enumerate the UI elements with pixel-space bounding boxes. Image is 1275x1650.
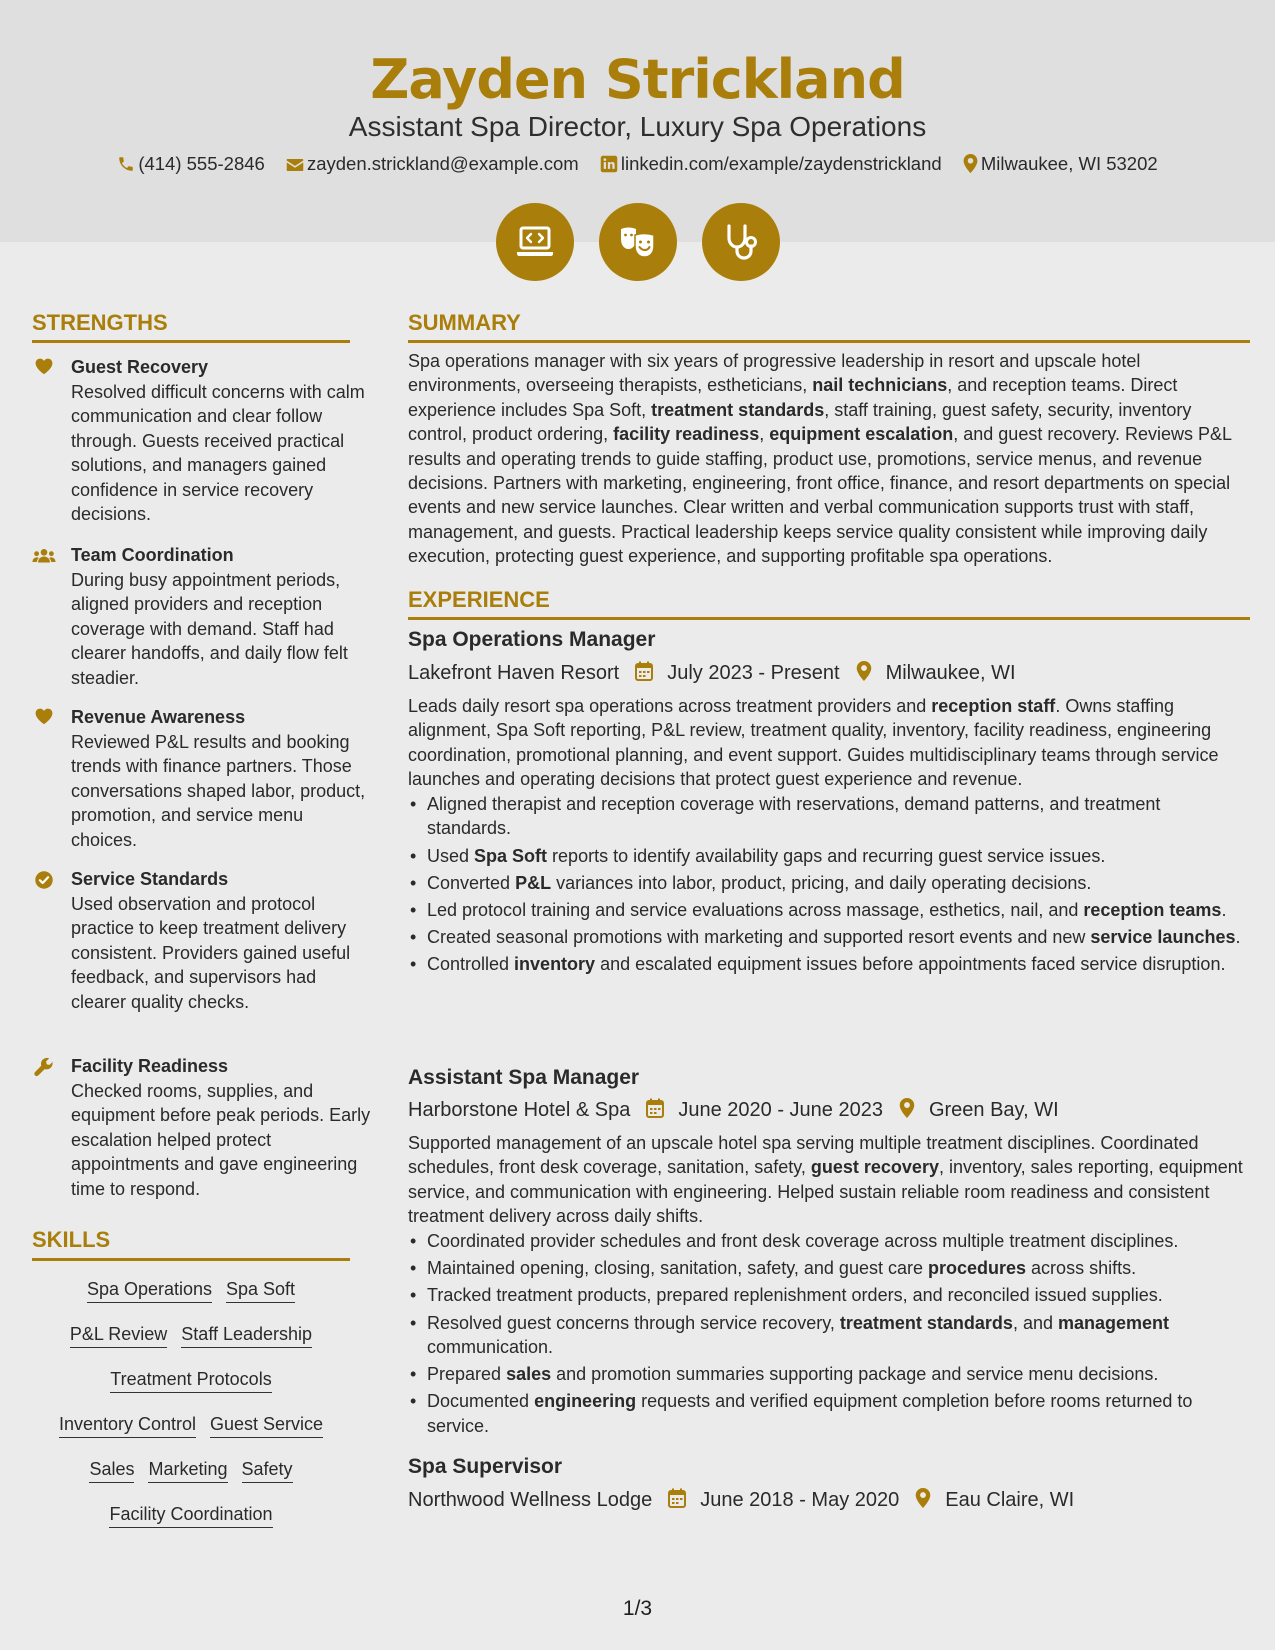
job-dates: June 2018 - May 2020 xyxy=(700,1488,900,1511)
text-run: Tracked treatment products, prepared replenishment orders, and reconciled issued supplies. xyxy=(427,1285,1163,1306)
bullet-item xyxy=(408,844,1248,868)
job-location: Green Bay, WI xyxy=(928,1098,1059,1121)
job-company: Harborstone Hotel & Spa xyxy=(408,1098,631,1121)
wrench-icon xyxy=(32,1056,56,1078)
phone-text: (414) 555-2846 xyxy=(138,153,265,174)
job-meta xyxy=(408,1096,1059,1123)
calendar-icon xyxy=(646,1098,664,1118)
map-pin-icon xyxy=(899,1098,915,1118)
job-meta xyxy=(408,1486,1074,1513)
stethoscope-badge xyxy=(702,203,780,281)
strength-item xyxy=(32,867,362,1037)
text-run: , and guest recovery. Reviews P&L results and operating trends to guide staffing, product use, promotions, service menus, and revenue decisions. Partners with marketing, engineering, front office, finance, and resort departments on special events and new service launches. Clear written and verbal communication supports trust with staff, management, and guests. Practical leadership keeps service quality consistent while improving daily execution, protecting guest experience, and supporting profitable spa operations. xyxy=(408,424,1232,567)
heart-icon xyxy=(32,707,56,729)
candidate-name: Zayden Strickland xyxy=(370,48,905,111)
strength-item xyxy=(32,543,362,693)
bullet-item xyxy=(408,1389,1248,1438)
strength-text: Reviewed P&L results and booking trends with finance partners. Those conversations shaped labor, product, promotion, and service menu choices. xyxy=(71,732,366,850)
text-run: , xyxy=(759,424,770,445)
skills-rule xyxy=(32,1258,350,1261)
bullet-item xyxy=(408,871,1248,895)
theater-masks-icon xyxy=(618,225,658,259)
job-title: Spa Operations Manager xyxy=(408,628,656,651)
text-run: Spa operations manager with six years of progressive leadership in resort and upscale hotel environments, overseeing therapists, estheticians, xyxy=(408,351,1141,396)
contact-bar xyxy=(0,152,1275,176)
text-run: . xyxy=(1221,900,1227,921)
bullet-item xyxy=(408,898,1248,922)
linkedin-text: linkedin.com/example/zaydenstrickland xyxy=(620,153,942,174)
emphasis-text: sales xyxy=(506,1364,552,1385)
emphasis-text: equipment escalation xyxy=(769,424,954,445)
text-run: , and xyxy=(1012,1312,1058,1333)
skills-row xyxy=(32,1277,350,1303)
skills-row xyxy=(32,1412,350,1438)
calendar-icon xyxy=(635,661,653,681)
job-bullets xyxy=(408,792,1248,980)
emphasis-text: engineering xyxy=(534,1391,637,1412)
text-run: Supported management of an upscale hotel spa serving multiple treatment disciplines. Coordinated schedules, front desk coverage, sanitation, safety, xyxy=(408,1133,1199,1178)
text-run: reports to identify availability gaps and recurring guest service issues. xyxy=(547,845,1106,866)
skill-tag: Safety xyxy=(242,1457,293,1483)
emphasis-text: reception staff xyxy=(931,696,1056,716)
job-location: Milwaukee, WI xyxy=(885,661,1016,684)
emphasis-text: inventory xyxy=(514,954,596,975)
text-run: Used xyxy=(427,845,475,866)
text-run: Controlled xyxy=(427,954,515,975)
skill-tag: Staff Leadership xyxy=(181,1322,312,1348)
skill-tag: Guest Service xyxy=(210,1412,323,1438)
text-run: communication. xyxy=(427,1337,554,1358)
skill-tag: Facility Coordination xyxy=(109,1502,272,1528)
emphasis-text: management xyxy=(1057,1312,1170,1333)
emphasis-text: service launches xyxy=(1090,927,1236,948)
users-icon xyxy=(32,545,56,567)
text-run: Documented xyxy=(427,1391,535,1412)
map-pin-icon xyxy=(856,661,872,681)
linkedin-icon xyxy=(600,155,618,173)
skills-row xyxy=(32,1457,350,1483)
text-run: , inventory, sales reporting, equipment service, and communication with engineering. Helped sustain reliable room readiness and consistent treatment delivery across daily shifts. xyxy=(408,1157,1243,1227)
text-run: variances into labor, product, pricing, and daily operating decisions. xyxy=(551,872,1092,893)
text-run: Prepared xyxy=(427,1364,507,1385)
skills-row xyxy=(32,1502,350,1528)
job-location: Eau Claire, WI xyxy=(945,1488,1075,1511)
theater-masks-badge xyxy=(599,203,677,281)
experience-heading: EXPERIENCE xyxy=(408,587,550,612)
skills-row xyxy=(32,1367,350,1393)
text-run: Led protocol training and service evaluations across massage, esthetics, nail, and xyxy=(427,900,1084,921)
job-title: Assistant Spa Manager xyxy=(408,1066,640,1089)
skill-tag: Spa Operations xyxy=(87,1277,212,1303)
strength-item xyxy=(32,1054,371,1204)
bullet-item xyxy=(408,952,1248,976)
job-company: Lakefront Haven Resort xyxy=(408,661,620,684)
text-run: . xyxy=(1235,927,1241,948)
candidate-title: Assistant Spa Director, Luxury Spa Operations xyxy=(348,111,927,142)
strength-title: Guest Recovery xyxy=(71,357,209,377)
job-meta xyxy=(408,659,1016,686)
strength-item xyxy=(32,355,365,525)
phone-icon xyxy=(117,155,135,173)
text-run: Aligned therapist and reception coverage with reservations, demand patterns, and treatment standards. xyxy=(427,794,1161,839)
skill-tag: Marketing xyxy=(148,1457,227,1483)
interest-badges xyxy=(0,203,1275,281)
bullet-item xyxy=(408,1256,1248,1280)
text-run: , staff training, guest safety, security, inventory control, product ordering, xyxy=(408,399,1192,445)
location-text: Milwaukee, WI 53202 xyxy=(980,153,1158,174)
emphasis-text: procedures xyxy=(928,1258,1027,1279)
job-description xyxy=(408,1131,1248,1229)
skill-tag: Spa Soft xyxy=(226,1277,295,1303)
emphasis-text: treatment standards xyxy=(651,399,825,420)
page-number: 1/3 xyxy=(622,1597,653,1620)
heart-icon xyxy=(32,357,56,379)
bullet-item xyxy=(408,1283,1248,1307)
bullet-item xyxy=(408,1229,1248,1253)
check-circle-icon xyxy=(32,869,56,891)
strength-title: Service Standards xyxy=(71,869,229,889)
emphasis-text: reception teams xyxy=(1083,900,1222,921)
job-title: Spa Supervisor xyxy=(408,1455,563,1478)
bullet-item xyxy=(408,1362,1248,1386)
skills-row xyxy=(32,1322,350,1348)
strength-text: Checked rooms, supplies, and equipment before peak periods. Early escalation helped protect appointments and gave engineering time to respond. xyxy=(71,1081,371,1199)
emphasis-text: Spa Soft xyxy=(474,845,548,866)
map-pin-icon xyxy=(915,1488,931,1508)
text-run: , and reception teams. Direct experience includes Spa Soft, xyxy=(408,375,1178,420)
skills-heading: SKILLS xyxy=(32,1227,111,1252)
laptop-code-badge xyxy=(496,203,574,281)
text-run: requests and verified equipment completion before rooms returned to service. xyxy=(427,1391,1193,1436)
text-run: Maintained opening, closing, sanitation, safety, and guest care xyxy=(427,1258,928,1279)
experience-rule xyxy=(408,617,1250,620)
contact-location xyxy=(963,152,1158,176)
email-text: zayden.strickland@example.com xyxy=(306,153,579,174)
skill-tag: Inventory Control xyxy=(59,1412,196,1438)
emphasis-text: P&L xyxy=(515,872,552,893)
bullet-item xyxy=(408,792,1248,841)
text-run: Coordinated provider schedules and front desk coverage across multiple treatment disciplines. xyxy=(427,1231,1179,1251)
emphasis-text: nail technicians xyxy=(812,375,948,396)
bullet-item xyxy=(408,925,1248,949)
emphasis-text: facility readiness xyxy=(613,424,760,445)
strength-text: Used observation and protocol practice to keep treatment delivery consistent. Providers gained useful feedback, and supervisors had clearer quality checks. xyxy=(71,894,351,1012)
emphasis-text: guest recovery xyxy=(810,1157,939,1178)
job-dates: June 2020 - June 2023 xyxy=(678,1098,883,1121)
skill-tag: Sales xyxy=(89,1457,134,1483)
text-run: Resolved guest concerns through service recovery, xyxy=(427,1312,840,1333)
map-pin-icon xyxy=(963,154,978,173)
strengths-heading: STRENGTHS xyxy=(32,310,168,335)
text-run: across shifts. xyxy=(1026,1258,1137,1279)
job-description xyxy=(408,694,1248,792)
strengths-rule xyxy=(32,340,350,343)
job-company: Northwood Wellness Lodge xyxy=(408,1488,653,1511)
stethoscope-icon xyxy=(723,223,759,261)
strength-title: Facility Readiness xyxy=(71,1056,229,1076)
summary-heading: SUMMARY xyxy=(408,310,521,335)
text-run: Created seasonal promotions with marketing and supported resort events and new xyxy=(427,927,1091,948)
laptop-code-icon xyxy=(516,225,554,259)
job-bullets xyxy=(408,1229,1248,1441)
text-run: and escalated equipment issues before appointments faced service disruption. xyxy=(595,954,1226,975)
strength-item xyxy=(32,705,366,855)
strength-title: Team Coordination xyxy=(71,545,234,565)
text-run: Leads daily resort spa operations across treatment providers and xyxy=(408,696,932,716)
job-dates: July 2023 - Present xyxy=(667,661,840,684)
text-run: and promotion summaries supporting package and service menu decisions. xyxy=(551,1364,1159,1385)
strength-title: Revenue Awareness xyxy=(71,707,246,727)
contact-email[interactable] xyxy=(286,152,579,176)
text-run: Converted xyxy=(427,872,516,893)
strength-text: During busy appointment periods, aligned providers and reception coverage with demand. Staff had clearer handoffs, and daily flow felt steadier. xyxy=(71,570,348,688)
emphasis-text: treatment standards xyxy=(839,1312,1013,1333)
contact-linkedin[interactable] xyxy=(600,152,942,176)
summary-rule xyxy=(408,340,1250,343)
contact-phone[interactable] xyxy=(117,152,265,176)
skill-tag: Treatment Protocols xyxy=(110,1367,271,1393)
text-run: . Owns staffing alignment, Spa Soft reporting, P&L review, treatment quality, inventory, facility readiness, engineering coordination, promotional planning, and event support. Guides multidisciplinary teams through service launches and operating decisions that protect guest experience and revenue. xyxy=(408,696,1219,790)
strength-text: Resolved difficult concerns with calm communication and clear follow through. Guests received practical solutions, and managers gained confidence in service recovery decisions. xyxy=(71,382,365,525)
bullet-item xyxy=(408,1311,1248,1360)
skill-tag: P&L Review xyxy=(70,1322,167,1348)
summary-text xyxy=(408,349,1248,569)
calendar-icon xyxy=(668,1488,686,1508)
envelope-icon xyxy=(286,157,304,173)
